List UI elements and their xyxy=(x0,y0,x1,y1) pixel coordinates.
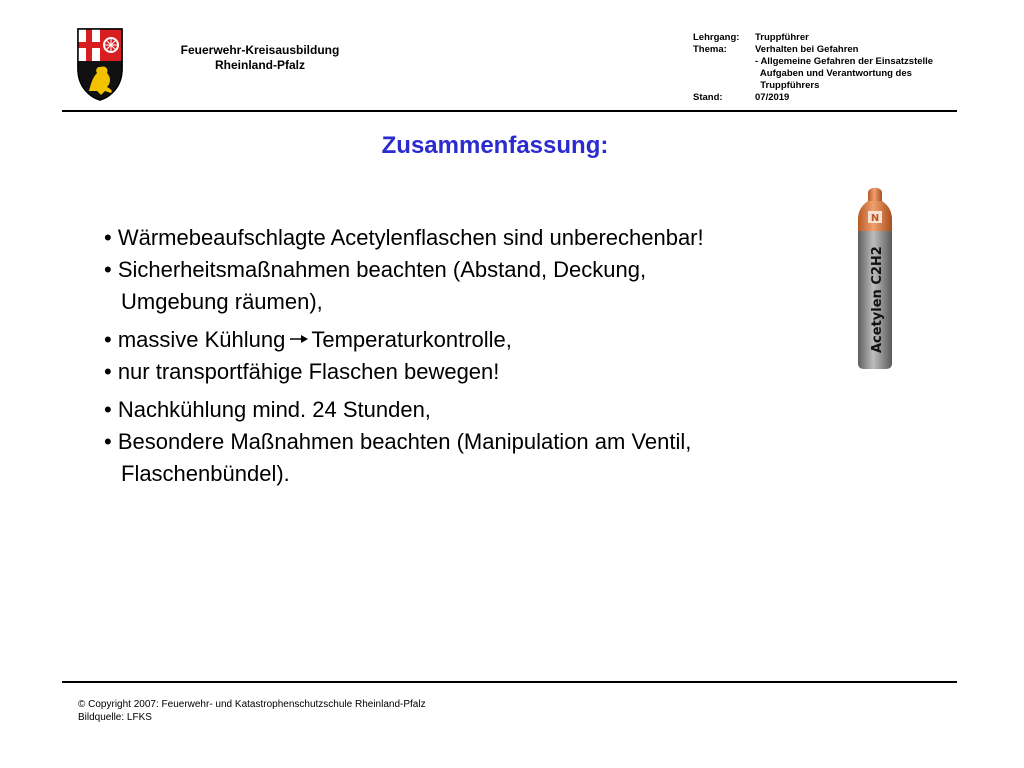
summary-list xyxy=(104,222,824,496)
acetylene-cylinder-icon xyxy=(856,183,894,369)
bullet-line: • Nachkühlung mind. 24 Stunden, xyxy=(104,397,431,422)
org-line-1: Feuerwehr-Kreisausbildung xyxy=(180,43,340,57)
bullet-text: • massive Kühlung xyxy=(104,327,286,352)
page-title: Zusammenfassung: xyxy=(381,132,609,159)
rheinland-pfalz-crest-icon xyxy=(75,25,125,101)
copyright-text: © Copyright 2007: Feuerwehr- und Katastrophenschutzschule Rheinland-Pfalz xyxy=(78,699,426,710)
meta-value: Verhalten bei Gefahren xyxy=(755,44,859,55)
meta-key: Thema: xyxy=(693,44,727,55)
bullet-group xyxy=(104,394,824,490)
bullet-group xyxy=(104,324,824,388)
meta-row-topic-cont xyxy=(693,80,993,92)
footer xyxy=(78,698,426,724)
bullet-line: • Wärmebeaufschlagte Acetylenflaschen sind unberechenbar! xyxy=(104,225,704,250)
header-divider xyxy=(62,110,957,112)
meta-value: - Allgemeine Gefahren der Einsatzstelle xyxy=(755,56,934,67)
arrow-right-icon xyxy=(289,334,309,344)
meta-row-course xyxy=(693,32,993,44)
bullet-line-continuation: Umgebung räumen), xyxy=(121,289,323,314)
bullet-line xyxy=(104,324,824,356)
footer-divider xyxy=(62,681,957,683)
meta-value: Truppführer xyxy=(755,32,809,43)
bullet-line-continuation: Flaschenbündel). xyxy=(121,461,290,486)
bullet-group xyxy=(104,222,824,318)
meta-value: Aufgaben und Verantwortung des xyxy=(755,68,912,79)
bullet-line: • nur transportfähige Flaschen bewegen! xyxy=(104,359,500,384)
bullet-line: • Sicherheitsmaßnahmen beachten (Abstand, Deckung, xyxy=(104,257,647,282)
meta-row-status xyxy=(693,92,993,104)
meta-key: Stand: xyxy=(693,92,723,103)
meta-row-topic-cont xyxy=(693,56,993,68)
course-metadata xyxy=(693,32,993,104)
organization-name xyxy=(145,43,375,73)
meta-key xyxy=(693,68,755,80)
meta-row-topic-cont xyxy=(693,68,993,80)
meta-value: Truppführers xyxy=(755,80,820,91)
cylinder-label: Acetylen C2H2 xyxy=(870,246,885,353)
org-line-2: Rheinland-Pfalz xyxy=(214,58,305,72)
meta-key xyxy=(693,80,755,92)
bullet-line: • Besondere Maßnahmen beachten (Manipulation am Ventil, xyxy=(104,429,692,454)
image-source-text: Bildquelle: LFKS xyxy=(78,712,152,723)
meta-row-topic xyxy=(693,44,993,56)
meta-key xyxy=(693,56,755,68)
cylinder-cap-letter: N xyxy=(870,213,880,224)
bullet-text: Temperaturkontrolle, xyxy=(311,327,512,352)
meta-key: Lehrgang: xyxy=(693,32,740,43)
meta-value: 07/2019 xyxy=(755,92,790,103)
